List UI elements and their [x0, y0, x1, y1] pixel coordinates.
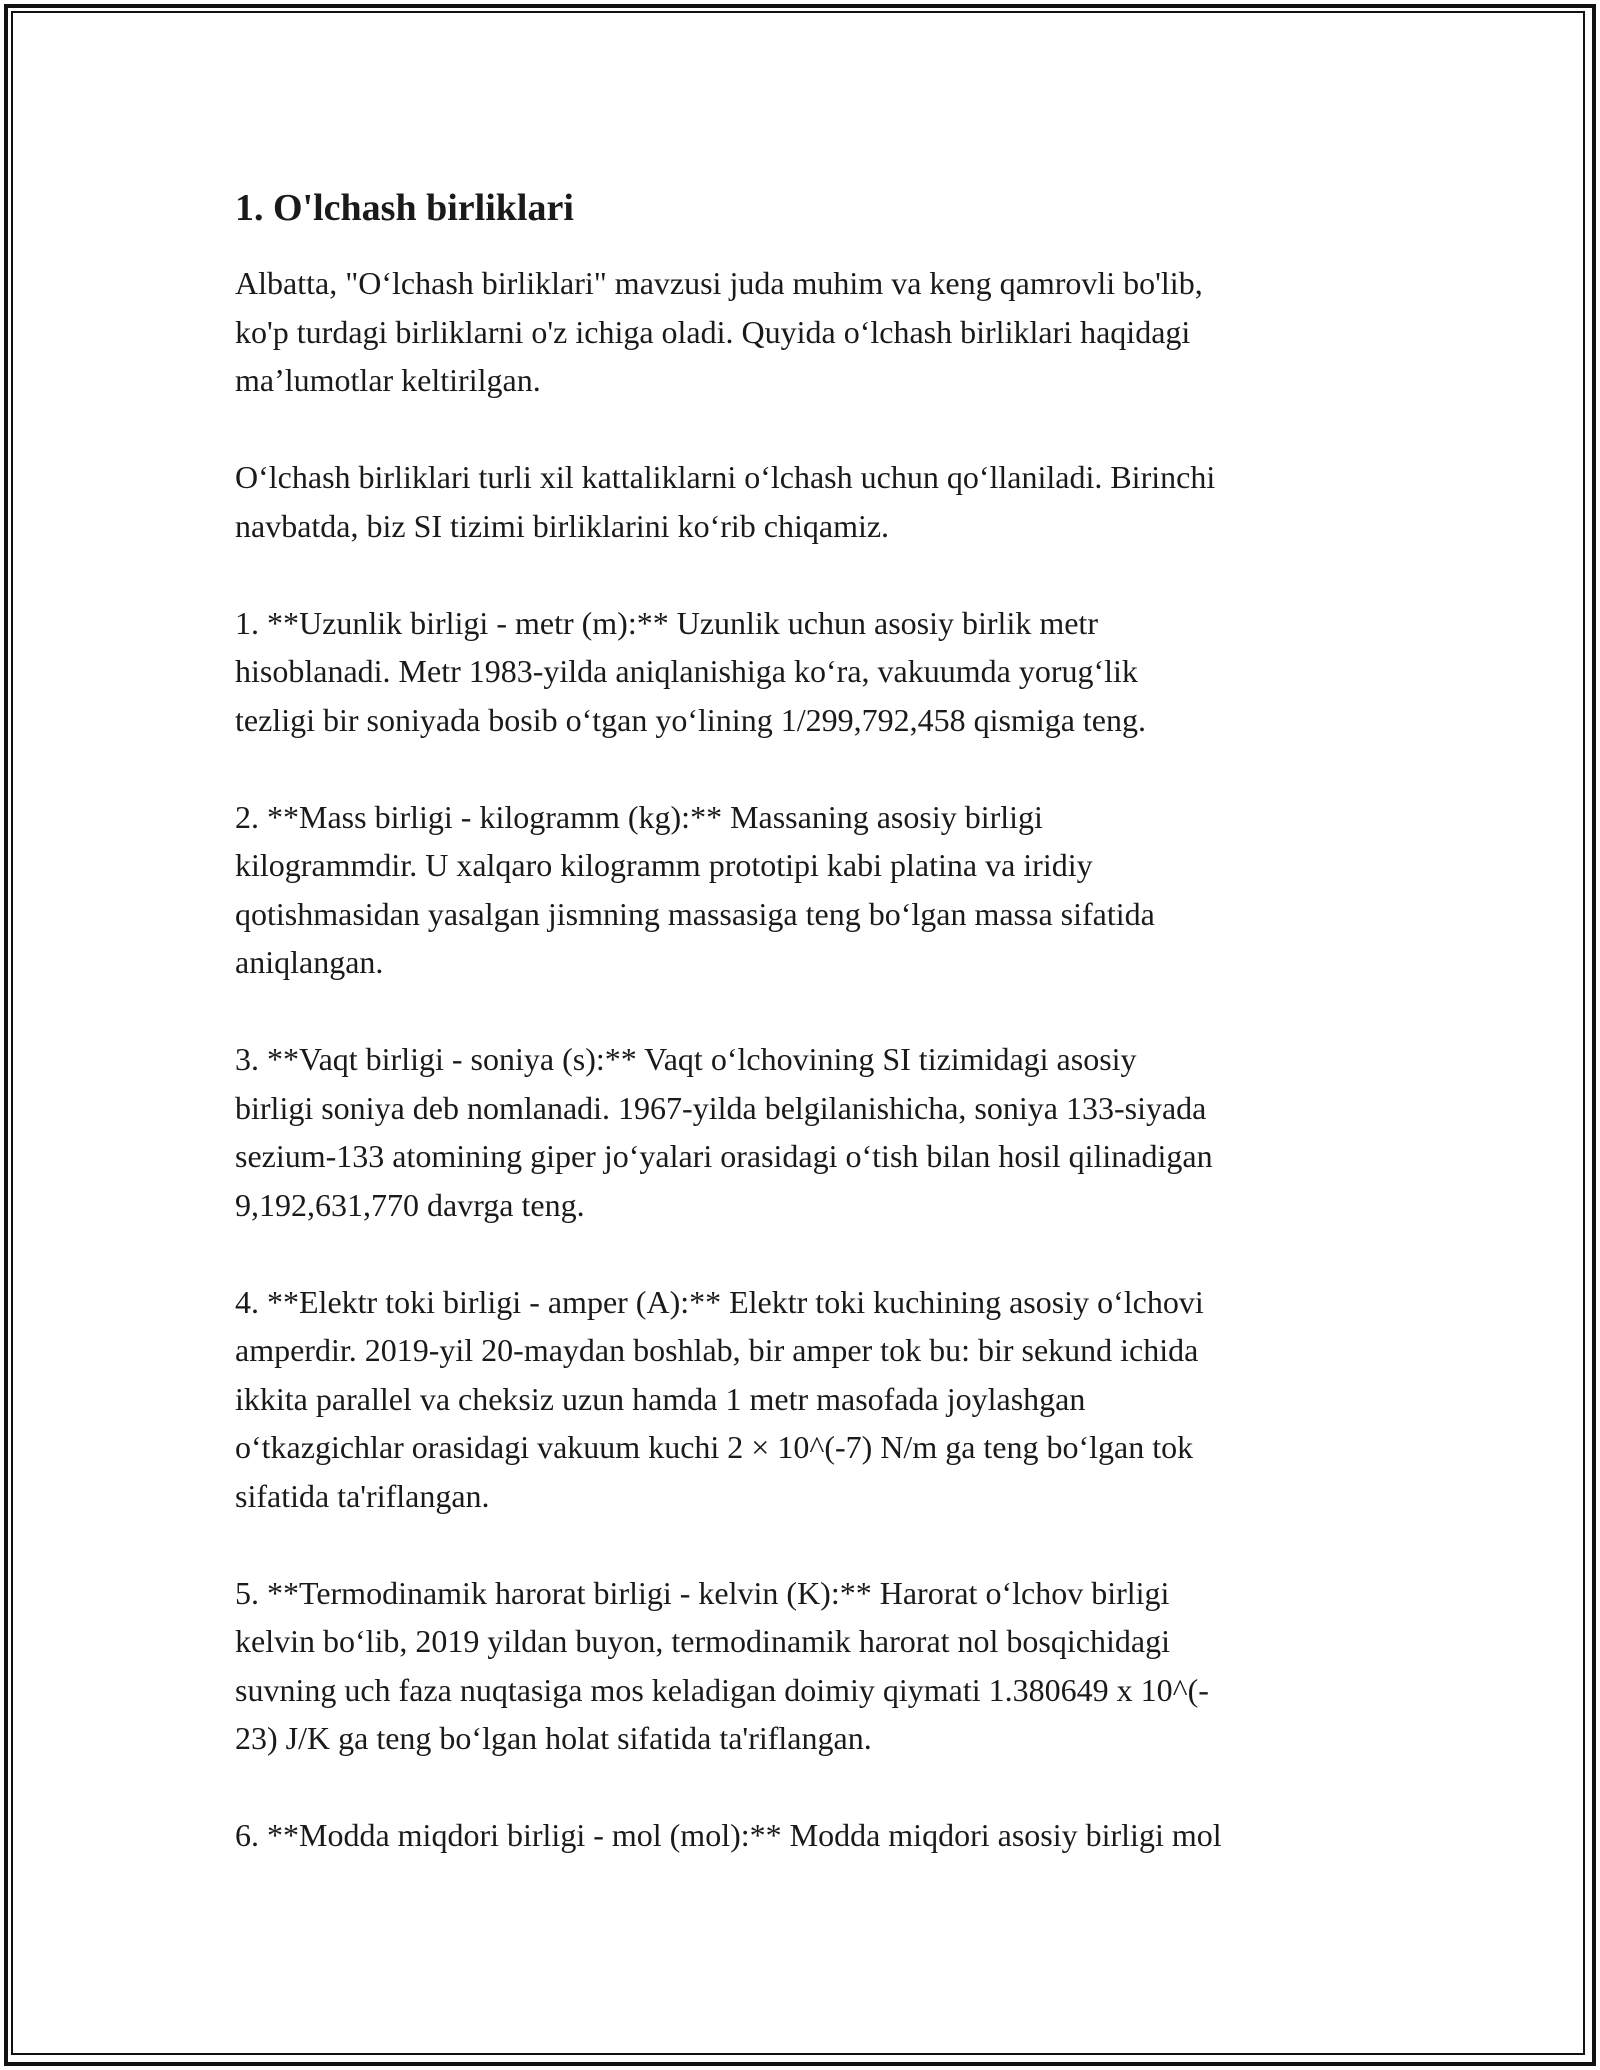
paragraph-time-unit: 3. **Vaqt birligi - soniya (s):** Vaqt o‘lchovining SI tizimidagi asosiy birligi soniya deb nomlanadi. 1967-yilda belgilanishicha, soniya 133-siyada sezium-133 atomining giper jo‘yalari orasidagi o‘tish bilan hosil qilinadigan 9,192,631,770 davrga teng. — [235, 1041, 1213, 1223]
document-body — [235, 185, 1375, 1908]
paragraph-length-unit: 1. **Uzunlik birligi - metr (m):** Uzunlik uchun asosiy birlik metr hisoblanadi. Metr 1983-yilda aniqlanishiga ko‘ra, vakuumda yorug‘lik tezligi bir soniyada bosib o‘tgan yo‘lining 1/299,792,458 qismiga teng. — [235, 604, 1146, 738]
paragraph-si-system: O‘lchash birliklari turli xil kattaliklarni o‘lchash uchun qo‘llaniladi. Birinchi navbatda, biz SI tizimi birliklarini ko‘rib chiqamiz. — [235, 459, 1216, 544]
paragraph-current-unit: 4. **Elektr toki birligi - amper (A):** Elektr toki kuchining asosiy o‘lchovi amperdir. 2019-yil 20-maydan boshlab, bir amper tok bu: bir sekund ichida ikkita parallel va cheksiz uzun hamda 1 metr masofada joylashgan o‘tkazgichlar orasidagi vakuum kuchi 2 × 10^(-7) N/m ga teng bo‘lgan tok sifatida ta'riflangan. — [235, 1283, 1204, 1514]
document-title: 1. O'lchash birliklari — [235, 187, 574, 229]
paragraph-intro: Albatta, "O‘lchash birliklari" mavzusi juda muhim va keng qamrovli bo'lib, ko'p turdagi birliklarni o'z ichiga oladi. Quyida o‘lchash birliklari haqidagi ma’lumotlar keltirilgan. — [235, 265, 1203, 398]
paragraph-substance-unit: 6. **Modda miqdori birligi - mol (mol):** Modda miqdori asosiy birligi mol — [235, 1817, 1222, 1853]
paragraph-temperature-unit: 5. **Termodinamik harorat birligi - kelvin (K):** Harorat o‘lchov birligi kelvin bo‘lib, 2019 yildan buyon, termodinamik harorat nol bosqichidagi suvning uch faza nuqtasiga mos keladigan doimiy qiymati 1.380649 x 10^(- 23) J/K ga teng bo‘lgan holat sifatida ta'riflangan. — [235, 1574, 1209, 1756]
paragraph-mass-unit: 2. **Mass birligi - kilogramm (kg):** Massaning asosiy birligi kilogrammdir. U xalqaro kilogramm prototipi kabi platina va iridiy qotishmasidan yasalgan jismning massasiga teng bo‘lgan massa sifatida aniqlangan. — [235, 798, 1155, 980]
